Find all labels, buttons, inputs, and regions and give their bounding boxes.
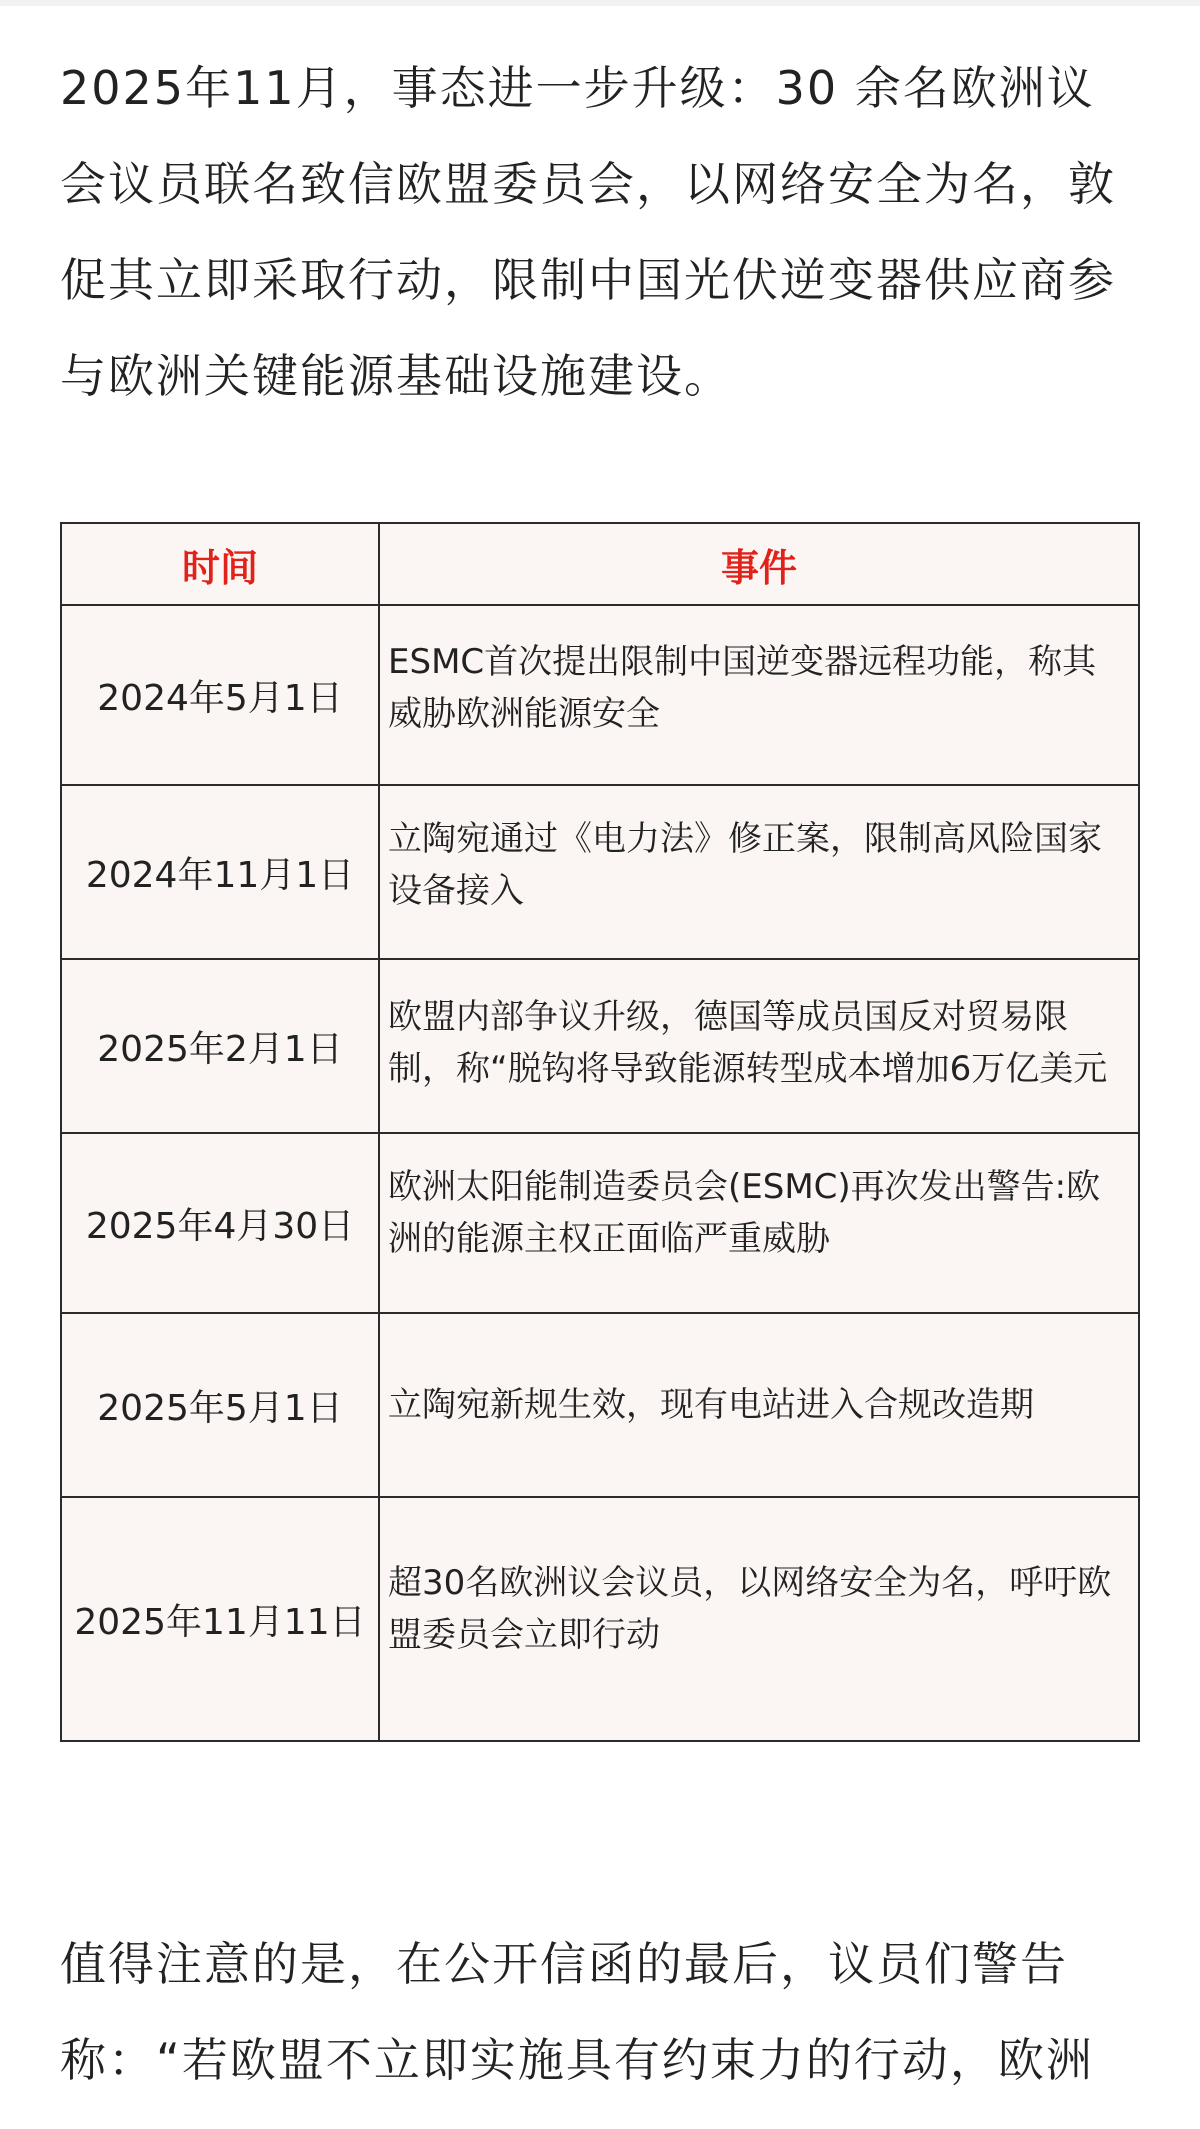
table-row (61, 1313, 1139, 1497)
row-event (379, 1133, 1139, 1313)
row-date: 2025年4月30日 (61, 1133, 379, 1313)
row-date: 2024年5月1日 (61, 605, 379, 785)
row-date: 2025年2月1日 (61, 959, 379, 1133)
table-row (61, 785, 1139, 959)
row-event (379, 1497, 1139, 1741)
row-event-text: 超30名欧洲议会议员，以网络安全为名，呼吁欧盟委员会立即行动 (388, 1563, 1112, 1655)
row-event-text: 立陶宛新规生效，现有电站进入合规改造期 (388, 1385, 1034, 1425)
row-event-text: 立陶宛通过《电力法》修正案，限制高风险国家设备接入 (388, 819, 1102, 911)
row-event (379, 1313, 1139, 1497)
timeline-table-container (60, 522, 1138, 1742)
table-row (61, 605, 1139, 785)
intro-paragraph: 2025年11月，事态进一步升级：30 余名欧洲议会议员联名致信欧盟委员会，以网络安全为名，敦促其立即采取行动，限制中国光伏逆变器供应商参与欧洲关键能源基础设施建设。 (60, 61, 1116, 403)
table-row (61, 1133, 1139, 1313)
top-divider (0, 0, 1200, 6)
article-body (60, 40, 1140, 424)
row-event (379, 605, 1139, 785)
row-date: 2025年5月1日 (61, 1313, 379, 1497)
row-date: 2025年11月11日 (61, 1497, 379, 1741)
closing-paragraph-container (60, 1916, 1140, 2108)
row-event (379, 785, 1139, 959)
table-row (61, 1497, 1139, 1741)
closing-paragraph: 值得注意的是，在公开信函的最后，议员们警告称：“若欧盟不立即实施具有约束力的行动，欧洲 (60, 1937, 1094, 2087)
row-date: 2024年11月1日 (61, 785, 379, 959)
row-event-text: 欧盟内部争议升级，德国等成员国反对贸易限制，称“脱钩将导致能源转型成本增加6万亿美元 (388, 997, 1108, 1089)
row-event (379, 959, 1139, 1133)
row-event-text: 欧洲太阳能制造委员会(ESMC)再次发出警告:欧洲的能源主权正面临严重威胁 (388, 1167, 1101, 1259)
timeline-table (60, 522, 1140, 1742)
row-event-text: ESMC首次提出限制中国逆变器远程功能，称其威胁欧洲能源安全 (388, 642, 1097, 734)
table-row (61, 959, 1139, 1133)
header-event: 事件 (379, 523, 1139, 605)
header-time: 时间 (61, 523, 379, 605)
table-header-row (61, 523, 1139, 605)
